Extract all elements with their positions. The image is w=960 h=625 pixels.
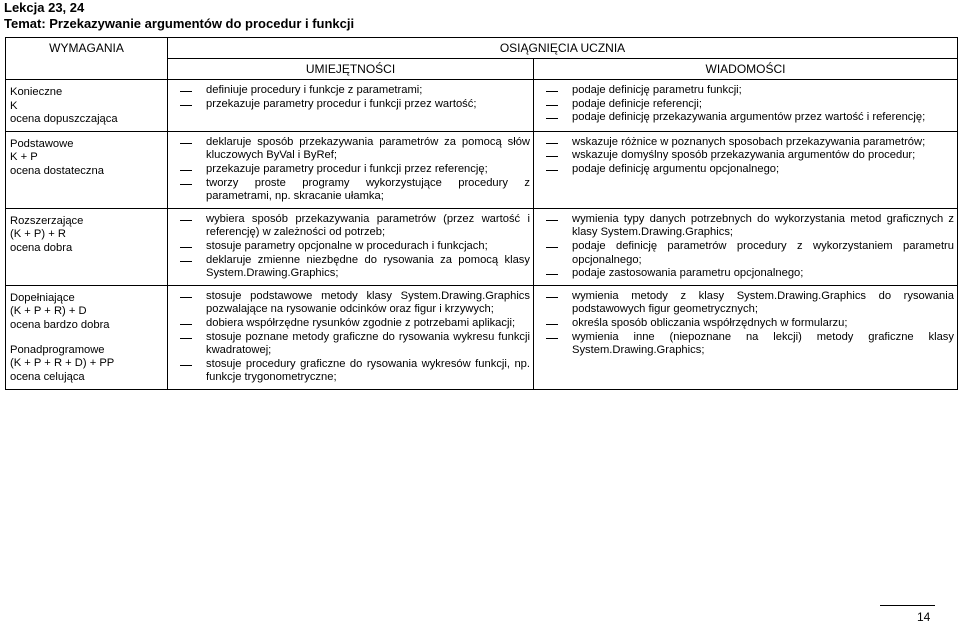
level-line: Konieczne xyxy=(10,86,63,98)
page-number: 14 xyxy=(917,610,931,624)
table-row xyxy=(6,131,958,208)
item-text: podaje definicję parametru funkcji; xyxy=(572,84,742,96)
bullet-list xyxy=(534,136,954,177)
bullet-list xyxy=(168,290,530,385)
dash-bullet xyxy=(168,331,206,358)
bullet-list xyxy=(168,84,530,111)
lesson-header xyxy=(4,0,354,32)
bullet-list xyxy=(534,290,954,358)
item-text: przekazuje parametry procedur i funkcji przez wartość; xyxy=(206,97,477,110)
item-text: stosuje podstawowe metody klasy System.Drawing.Graphics pozwalające na rysowanie odcinków oraz figur i krzywych; xyxy=(206,289,530,316)
dash-bullet xyxy=(168,240,206,254)
dash-bullet xyxy=(534,213,572,240)
list-item xyxy=(534,136,954,150)
list-item xyxy=(534,163,954,177)
bullet-list xyxy=(534,213,954,281)
requirement-level xyxy=(10,86,163,127)
list-item xyxy=(534,149,954,163)
item-text: wymienia typy danych potrzebnych do wykorzystania metod graficznych z klasy System.Drawing.Graphics; xyxy=(572,212,954,239)
bullet-list xyxy=(168,213,530,281)
dash-bullet xyxy=(168,98,206,112)
knowledge-cell xyxy=(534,80,958,132)
skills-cell xyxy=(168,131,534,208)
level-line: ocena bardzo dobra xyxy=(10,318,110,331)
lesson-number: Lekcja 23, 24 xyxy=(4,0,85,15)
bullet-list xyxy=(168,136,530,204)
dash-bullet xyxy=(534,149,572,163)
knowledge-cell xyxy=(534,131,958,208)
skills-cell xyxy=(168,285,534,389)
dash-bullet xyxy=(534,136,572,150)
dash-bullet xyxy=(534,240,572,267)
list-item xyxy=(534,111,954,125)
list-item xyxy=(168,136,530,163)
requirements-table xyxy=(5,37,958,390)
dash-bullet xyxy=(168,163,206,177)
list-item xyxy=(534,317,954,331)
level-line: ocena celująca xyxy=(10,370,85,383)
requirement-level-cell xyxy=(6,131,168,208)
level-line: ocena dobra xyxy=(10,241,73,254)
list-item xyxy=(534,98,954,112)
list-item xyxy=(168,98,530,112)
item-text: przekazuje parametry procedur i funkcji przez referencję; xyxy=(206,162,488,175)
list-item xyxy=(534,84,954,98)
header-requirements: WYMAGANIA xyxy=(6,38,168,80)
dash-bullet xyxy=(168,136,206,163)
table-row xyxy=(6,208,958,285)
dash-bullet xyxy=(534,267,572,281)
level-line: K + P xyxy=(10,151,38,164)
level-line: Ponadprogramowe xyxy=(10,343,105,356)
item-text: dobiera współrzędne rysunków zgodnie z potrzebami aplikacji; xyxy=(206,316,516,329)
item-text: definiuje procedury i funkcje z parametrami; xyxy=(206,84,423,96)
dash-bullet xyxy=(168,254,206,281)
requirement-level xyxy=(10,138,163,179)
item-text: podaje zastosowania parametru opcjonalnego; xyxy=(572,267,804,280)
item-text: wskazuje różnice w poznanych sposobach przekazywania parametrów; xyxy=(572,135,926,148)
dash-bullet xyxy=(534,98,572,112)
item-text: wymienia metody z klasy System.Drawing.Graphics do rysowania podstawowych figur geometrycznych; xyxy=(572,289,954,316)
knowledge-cell xyxy=(534,208,958,285)
footer-divider xyxy=(880,605,935,606)
list-item xyxy=(168,177,530,204)
list-item xyxy=(534,240,954,267)
list-item xyxy=(168,254,530,281)
requirement-level-cell xyxy=(6,285,168,389)
requirement-level xyxy=(10,292,163,333)
dash-bullet xyxy=(534,290,572,317)
table-row xyxy=(6,285,958,389)
requirement-level xyxy=(10,215,163,256)
header-skills: UMIEJĘTNOŚCI xyxy=(168,59,534,80)
item-text: deklaruje sposób przekazywania parametrów za pomocą słów kluczowych ByVal i ByRef; xyxy=(206,135,530,162)
item-text: określa sposób obliczania współrzędnych w formularzu; xyxy=(572,316,848,329)
list-item xyxy=(168,240,530,254)
level-line: (K + P) + R xyxy=(10,228,66,241)
dash-bullet xyxy=(534,331,572,358)
dash-bullet xyxy=(168,358,206,385)
skills-cell xyxy=(168,80,534,132)
bullet-list xyxy=(534,84,954,125)
list-item xyxy=(534,331,954,358)
knowledge-cell xyxy=(534,285,958,389)
list-item xyxy=(168,317,530,331)
item-text: stosuje procedury graficzne do rysowania wykresów funkcji, np. funkcje trygonometryczne; xyxy=(206,357,530,384)
skills-cell xyxy=(168,208,534,285)
list-item xyxy=(168,84,530,98)
item-text: podaje definicje referencji; xyxy=(572,97,702,110)
item-text: podaje definicję parametrów procedury z wykorzystaniem parametru opcjonalnego; xyxy=(572,239,954,266)
level-line: Rozszerzające xyxy=(10,214,84,227)
dash-bullet xyxy=(168,290,206,317)
item-text: stosuje poznane metody graficzne do rysowania wykresu funkcji kwadratowej; xyxy=(206,330,530,357)
level-line: Dopełniające xyxy=(10,291,75,304)
list-item xyxy=(534,213,954,240)
dash-bullet xyxy=(534,84,572,98)
header-achievements: OSIĄGNIĘCIA UCZNIA xyxy=(168,38,958,59)
list-item xyxy=(168,331,530,358)
list-item xyxy=(168,163,530,177)
list-item xyxy=(534,267,954,281)
dash-bullet xyxy=(168,177,206,204)
level-line: K xyxy=(10,99,18,112)
requirement-level xyxy=(10,344,163,385)
item-text: tworzy proste programy wykorzystujące procedury z parametrami, np. skracanie ułamka; xyxy=(206,176,530,203)
level-line: ocena dostateczna xyxy=(10,164,104,177)
item-text: stosuje parametry opcjonalne w procedurach i funkcjach; xyxy=(206,239,488,252)
dash-bullet xyxy=(168,84,206,98)
list-item xyxy=(168,213,530,240)
item-text: podaje definicję przekazywania argumentów przez wartość i referencję; xyxy=(572,111,926,124)
item-text: deklaruje zmienne niezbędne do rysowania za pomocą klasy System.Drawing.Graphics; xyxy=(206,253,530,280)
item-text: wybiera sposób przekazywania parametrów (przez wartość i referencję) w zależności od potrzeb; xyxy=(206,212,530,239)
requirement-level-cell xyxy=(6,208,168,285)
level-line: (K + P + R) + D xyxy=(10,305,87,318)
dash-bullet xyxy=(534,111,572,125)
dash-bullet xyxy=(534,317,572,331)
item-text: wymienia inne (niepoznane na lekcji) metody graficzne klasy System.Drawing.Graphics; xyxy=(572,330,954,357)
item-text: podaje definicję argumentu opcjonalnego; xyxy=(572,162,780,175)
table-row xyxy=(6,80,958,132)
level-line: Podstawowe xyxy=(10,137,74,150)
requirement-level-cell xyxy=(6,80,168,132)
requirements-rows xyxy=(6,80,958,390)
list-item xyxy=(168,290,530,317)
dash-bullet xyxy=(534,163,572,177)
header-knowledge: WIADOMOŚCI xyxy=(534,59,958,80)
lesson-topic: Temat: Przekazywanie argumentów do procedur i funkcji xyxy=(4,16,355,31)
level-line: ocena dopuszczająca xyxy=(10,113,118,126)
dash-bullet xyxy=(168,213,206,240)
list-item xyxy=(534,290,954,317)
item-text: wskazuje domyślny sposób przekazywania argumentów do procedur; xyxy=(572,149,916,162)
list-item xyxy=(168,358,530,385)
level-line: (K + P + R + D) + PP xyxy=(10,357,115,370)
dash-bullet xyxy=(168,317,206,331)
